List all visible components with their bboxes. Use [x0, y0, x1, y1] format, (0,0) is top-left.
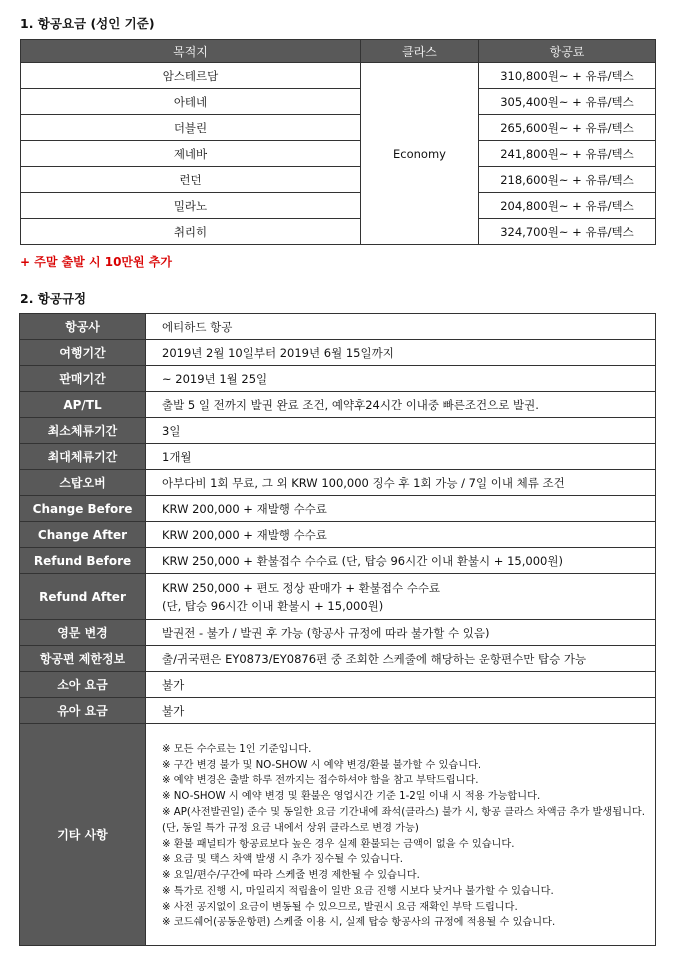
rule-value: KRW 200,000 + 재발행 수수료: [146, 496, 656, 522]
destination-cell: 더블린: [21, 115, 361, 141]
fare-cell: 241,800원~ + 유류/텍스: [479, 141, 656, 167]
rule-value: 1개월: [146, 444, 656, 470]
rule-row: [20, 672, 656, 698]
rule-label: 영문 변경: [20, 620, 146, 646]
destination-cell: 밀라노: [21, 193, 361, 219]
rule-value: 에티하드 항공: [146, 314, 656, 340]
fare-cell: 204,800원~ + 유류/텍스: [479, 193, 656, 219]
rule-label: 항공편 제한정보: [20, 646, 146, 672]
destination-cell: 제네바: [21, 141, 361, 167]
rule-label: 최대체류기간: [20, 444, 146, 470]
table-row: [21, 63, 656, 89]
fares-header-row: [21, 40, 656, 63]
etc-list: [162, 738, 655, 932]
list-item: ※ 모든 수수료는 1인 기준입니다.: [162, 743, 312, 755]
rule-value: 출/귀국편은 EY0873/EY0876편 중 조회한 스케줄에 해당하는 운항편수만 탑승 가능: [146, 646, 656, 672]
etc-notes: [146, 724, 656, 946]
list-item: ※ 사전 공지없이 요금이 변동될 수 있으므로, 발권시 요금 재확인 부탁 드립니다.: [162, 901, 518, 913]
rule-label: 여행기간: [20, 340, 146, 366]
rule-label: 판매기간: [20, 366, 146, 392]
weekend-surcharge-note: + 주말 출발 시 10만원 추가: [20, 255, 172, 269]
section1-title: 1. 항공요금 (성인 기준): [20, 16, 155, 31]
rule-row: [20, 392, 656, 418]
rule-row: [20, 698, 656, 724]
destination-cell: 취리히: [21, 219, 361, 245]
rule-value: 불가: [146, 672, 656, 698]
rule-value: ~ 2019년 1월 25일: [146, 366, 656, 392]
rule-value: 2019년 2월 10일부터 2019년 6월 15일까지: [146, 340, 656, 366]
rule-value: 발권전 - 불가 / 발권 후 가능 (항공사 규정에 따라 불가할 수 있음): [146, 620, 656, 646]
header-class: 클라스: [361, 40, 479, 63]
fare-cell: 310,800원~ + 유류/텍스: [479, 63, 656, 89]
rule-label: 기타 사항: [20, 724, 146, 946]
list-item: ※ 예약 변경은 출발 하루 전까지는 접수하셔야 함을 참고 부탁드립니다.: [162, 775, 479, 787]
rule-label: 최소체류기간: [20, 418, 146, 444]
table-row: [21, 89, 656, 115]
class-cell: Economy: [361, 63, 479, 245]
rule-label: Refund After: [20, 574, 146, 620]
refund-after-line1: KRW 250,000 + 편도 정상 판매가 + 환불접수 수수료: [162, 580, 441, 595]
rule-row: [20, 522, 656, 548]
list-item: ※ 특가로 진행 시, 마일리지 적립율이 일반 요금 진행 시보다 낮거나 불가할 수 있습니다.: [162, 885, 554, 897]
rule-label: 유아 요금: [20, 698, 146, 724]
rule-label: 스탑오버: [20, 470, 146, 496]
rule-row: [20, 548, 656, 574]
fare-cell: 324,700원~ + 유류/텍스: [479, 219, 656, 245]
list-item: ※ AP(사전발권일) 준수 및 동일한 요금 기간내에 좌석(클라스) 불가 시, 항공 클라스 차액금 추가 발생됩니다. (단, 동일 특가 규정 요금 내에서 상위 클라스로 변경 가능): [162, 806, 646, 834]
table-row: [21, 219, 656, 245]
destination-cell: 런던: [21, 167, 361, 193]
rule-row: [20, 574, 656, 620]
table-row: [21, 193, 656, 219]
section2-title: 2. 항공규정: [20, 291, 87, 306]
rule-row: [20, 418, 656, 444]
list-item: ※ 요일/편수/구간에 따라 스케줄 변경 제한될 수 있습니다.: [162, 870, 420, 882]
rule-value: 불가: [146, 698, 656, 724]
rule-label: Change Before: [20, 496, 146, 522]
rule-label: AP/TL: [20, 392, 146, 418]
table-row: [21, 115, 656, 141]
rule-row: [20, 724, 656, 946]
table-row: [21, 167, 656, 193]
rules-table: [19, 313, 656, 946]
destination-cell: 암스테르담: [21, 63, 361, 89]
fare-cell: 218,600원~ + 유류/텍스: [479, 167, 656, 193]
list-item: ※ 요금 및 택스 차액 발생 시 추가 징수될 수 있습니다.: [162, 854, 403, 866]
header-destination: 목적지: [21, 40, 361, 63]
refund-after-line2: (단, 탑승 96시간 이내 환불시 + 15,000원): [162, 598, 384, 613]
list-item: ※ 구간 변경 불가 및 NO-SHOW 시 예약 변경/환불 불가할 수 있습니다.: [162, 759, 482, 771]
list-item: ※ NO-SHOW 시 예약 변경 및 환불은 영업시간 기준 1-2일 이내 시 적용 가능합니다.: [162, 791, 541, 803]
rule-value: [146, 574, 656, 620]
rule-row: [20, 496, 656, 522]
rule-row: [20, 314, 656, 340]
rule-row: [20, 444, 656, 470]
rule-value: KRW 250,000 + 환불접수 수수료 (단, 탑승 96시간 이내 환불시 + 15,000원): [146, 548, 656, 574]
header-fare: 항공료: [479, 40, 656, 63]
rule-row: [20, 646, 656, 672]
list-item: ※ 코드쉐어(공동운항편) 스케줄 이용 시, 실제 탑승 항공사의 규정에 적용될 수 있습니다.: [162, 917, 556, 929]
rule-label: 소아 요금: [20, 672, 146, 698]
fare-cell: 305,400원~ + 유류/텍스: [479, 89, 656, 115]
rule-label: 항공사: [20, 314, 146, 340]
rule-row: [20, 620, 656, 646]
rule-row: [20, 340, 656, 366]
rule-label: Refund Before: [20, 548, 146, 574]
rule-value: 출발 5 일 전까지 발권 완료 조건, 예약후24시간 이내중 빠른조건으로 발권.: [146, 392, 656, 418]
list-item: ※ 환불 패널티가 항공료보다 높은 경우 실제 환불되는 금액이 없을 수 있습니다.: [162, 838, 515, 850]
rule-label: Change After: [20, 522, 146, 548]
rule-value: 3일: [146, 418, 656, 444]
destination-cell: 아테네: [21, 89, 361, 115]
fares-table: [20, 39, 656, 245]
table-row: [21, 141, 656, 167]
fare-cell: 265,600원~ + 유류/텍스: [479, 115, 656, 141]
rule-row: [20, 366, 656, 392]
rule-row: [20, 470, 656, 496]
rule-value: 아부다비 1회 무료, 그 외 KRW 100,000 징수 후 1회 가능 / 7일 이내 체류 조건: [146, 470, 656, 496]
rule-value: KRW 200,000 + 재발행 수수료: [146, 522, 656, 548]
